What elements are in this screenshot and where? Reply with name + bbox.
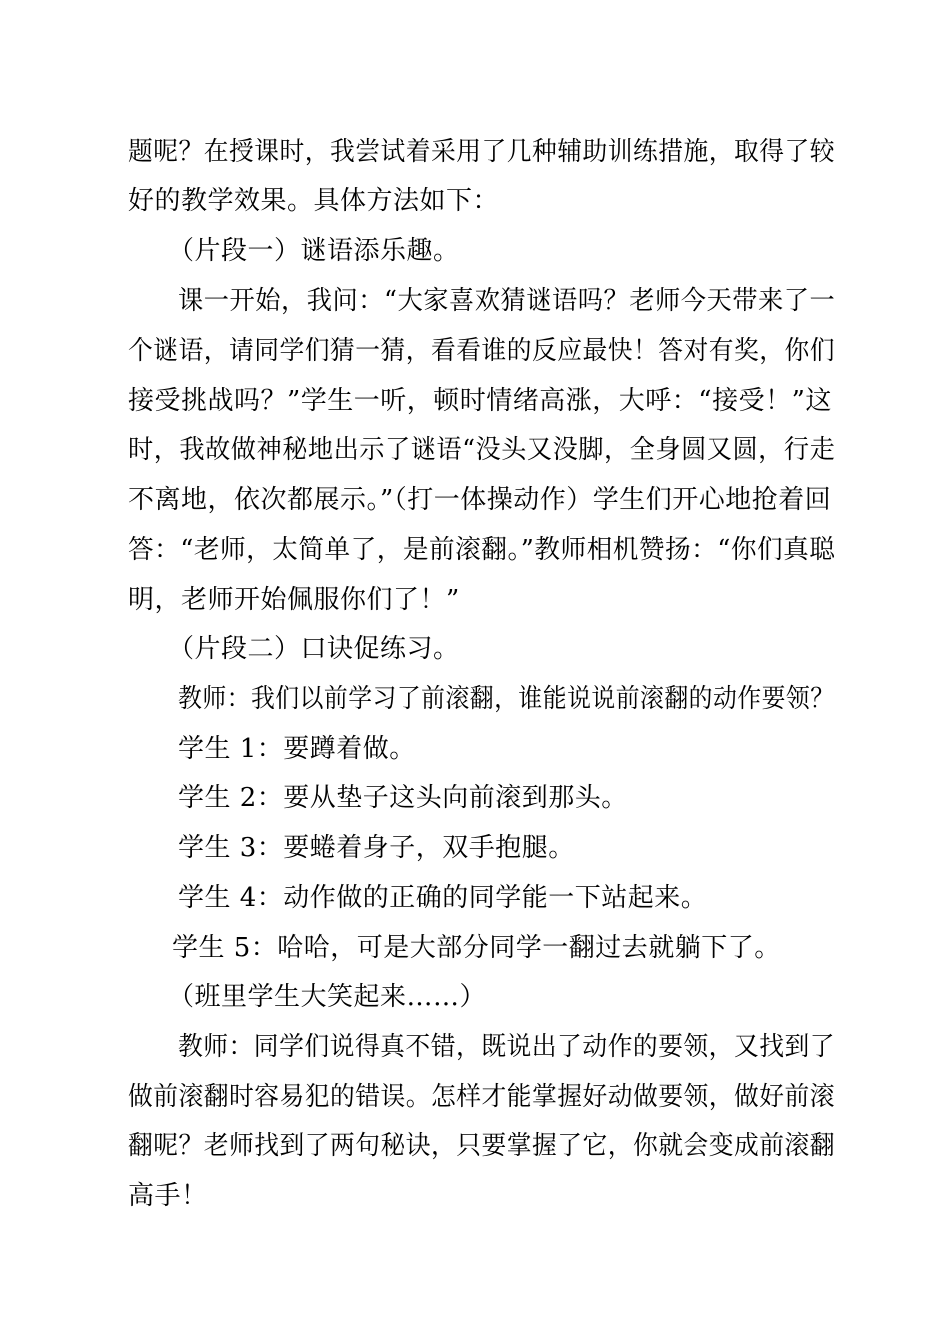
text-line-19: 教师：同学们说得真不错，既说出了动作的要领，又找到了 [178,1032,836,1062]
text-line-13: 学生 1：要蹲着做。 [178,734,416,764]
text-line-4: 课一开始，我问：“大家喜欢猜谜语吗？老师今天带来了一 [178,286,836,316]
section-heading-2: （片段二）口诀促练习。 [168,634,460,664]
text-line-6: 接受挑战吗？”学生一听，顿时情绪高涨，大呼：“接受！”这 [128,386,832,416]
text-line-10: 明，老师开始佩服你们了！” [128,585,460,615]
text-line-8: 不离地，依次都展示。”（打一体操动作）学生们开心地抢着回 [128,485,832,515]
text-line-21: 翻呢？老师找到了两句秘诀，只要掌握了它，你就会变成前滚翻 [128,1131,835,1161]
text-line-9: 答：“老师，太简单了，是前滚翻。”教师相机赞扬：“你们真聪 [128,535,836,565]
text-line-17: 学生 5：哈哈，可是大部分同学一翻过去就躺下了。 [172,933,781,963]
text-line-20: 做前滚翻时容易犯的错误。怎样才能掌握好动做要领，做好前滚 [128,1082,835,1112]
text-line-22: 高手！ [128,1181,208,1211]
section-heading-1: （片段一）谜语添乐趣。 [168,236,460,266]
text-line-18: （班里学生大笑起来……） [168,982,487,1012]
text-line-7: 时，我故做神秘地出示了谜语“没头又没脚，全身圆又圆，行走 [128,435,836,465]
text-line-1: 题呢？在授课时，我尝试着采用了几种辅助训练措施，取得了较 [128,137,835,167]
text-line-16: 学生 4：动作做的正确的同学能一下站起来。 [178,883,708,913]
text-line-5: 个谜语，请同学们猜一猜，看看谁的反应最快！答对有奖，你们 [128,336,835,366]
text-line-14: 学生 2：要从垫子这头向前滚到那头。 [178,783,628,813]
text-line-15: 学生 3：要蜷着身子，双手抱腿。 [178,833,575,863]
text-line-2: 好的教学效果。具体方法如下： [128,186,500,216]
text-line-12: 教师：我们以前学习了前滚翻，谁能说说前滚翻的动作要领？ [178,684,835,714]
